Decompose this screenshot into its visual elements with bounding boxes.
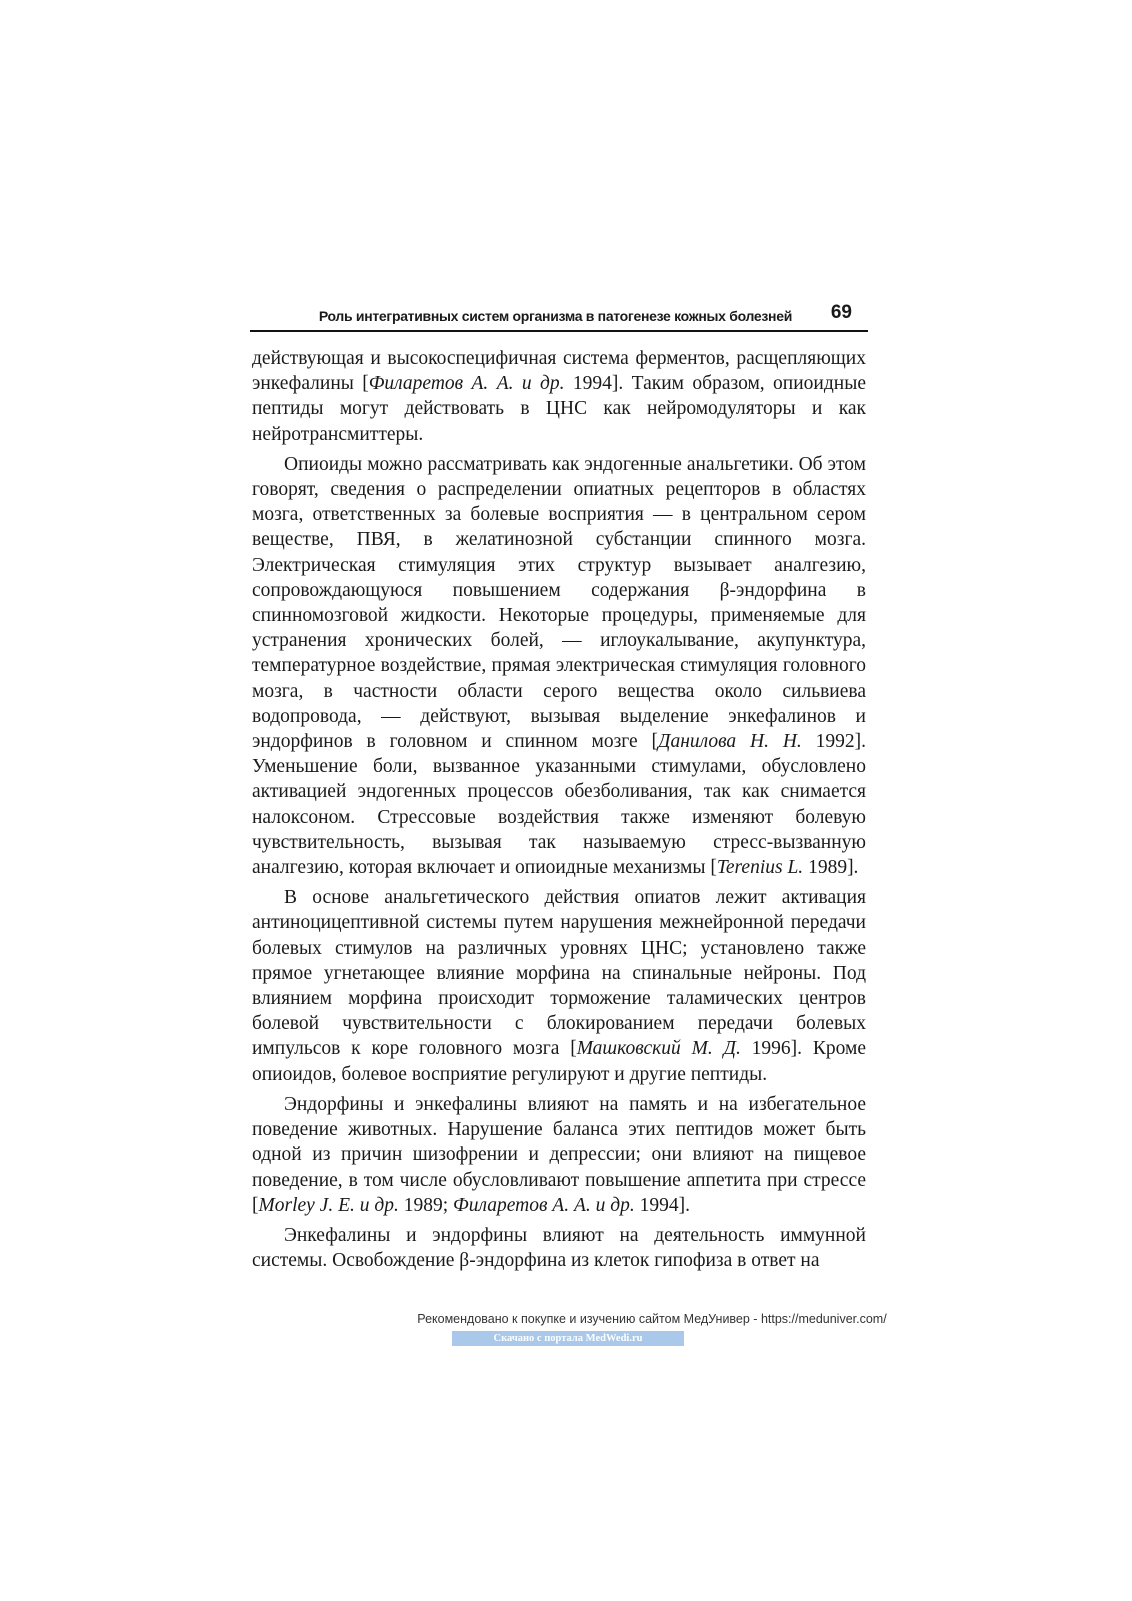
citation-author: Филаретов А. А. и др. [453,1194,635,1216]
header-title: Роль интегративных систем организма в патогенезе кожных болезней [318,308,792,324]
paragraph-text: 1994]. [634,1194,690,1216]
paragraph [252,1223,866,1273]
paragraph-text: 1989; [398,1194,454,1216]
paragraph [252,452,866,880]
paragraph-text: Энкефалины и эндорфины влияют на деятельность иммунной системы. Освобождение β-эндорфина из клеток гипофиза в ответ на [252,1224,866,1272]
recommendation-text: Рекомендовано к покупке и изучению сайтом МедУнивер - https://meduniver.com/ [417,1312,887,1326]
paragraph-text: 1994]. Таким образом, опиоидные пептиды могут действовать в ЦНС как нейромодуляторы и как нейротрансмиттеры. [252,373,866,445]
paragraph-text: 1992]. Уменьшение боли, вызванное указанными стимулами, обусловлено активацией эндогенных процессов обезболивания, так как снимается налоксоном. Стрессовые воздействия также изменяют болевую чувствительность, вызывая так называемую стресс-вызванную аналгезию, которая включает и опиоидные механизмы [ [252,731,866,879]
citation-author: Данилова Н. Н. [658,731,802,753]
paragraph-text: 1996]. Кроме опиоидов, болевое восприятие регулируют и другие пептиды. [252,1038,866,1085]
citation-author: Morley J. E. и др. [258,1194,399,1216]
paragraph [252,346,866,447]
paragraph-text: 1989]. [803,857,859,879]
paragraph-text: В основе анальгетического действия опиатов лежит активация антиноцицептивной системы путем нарушения межнейронной передачи болевых стимулов на различных уровнях ЦНС; установлено также прямое угнетающее влияние морфина на спинальные нейроны. Под влиянием морфина происходит торможение таламических центров болевой чувствительности с блокированием передачи болевых импульсов к коре головного мозга [ [252,887,866,1060]
paragraph-text: Эндорфины и энкефалины влияют на память и на избегательное поведение животных. Нарушение баланса этих пептидов может быть одной из причин шизофрении и депрессии; они влияют на пищевое поведение, в том числе обусловливают повышение аппетита при стрессе [ [252,1093,866,1216]
citation-author: Машковский М. Д. [576,1038,741,1060]
body-text [252,346,866,1278]
citation-author: Terenius L. [716,857,804,879]
paragraph [252,885,866,1087]
paragraph [252,1092,866,1218]
recommendation-note [0,1312,1132,1326]
source-banner: Скачано с портала MedWedi.ru [452,1331,684,1346]
running-header [250,300,868,332]
citation-author: Филаретов А. А. и др. [368,373,565,395]
paragraph-text: действующая и высокоспецифичная система ферментов, расщепляющих энкефалины [ [252,348,866,395]
paragraph-text: Опиоиды можно рассматривать как эндогенные анальгетики. Об этом говорят, сведения о распределении опиатных рецепторов в областях мозга, ответственных за болевые восприятия — в центральном сером веществе, ПВЯ, в желатинозной субстанции спинного мозга. Электрическая стимуляция этих структур вызывает аналгезию, сопровождающуюся повышением содержания β-эндорфина в спинномозговой жидкости. Некоторые процедуры, применяемые для устранения хронических болей, — иглоукалывание, акупунктура, температурное воздействие, прямая электрическая стимуляция головного мозга, в частности области серого вещества около сильвиева водопровода, — действуют, вызывая выделение энкефалинов и эндорфинов в головном и спинном мозге [ [252,453,866,753]
page-number: 69 [830,302,852,323]
